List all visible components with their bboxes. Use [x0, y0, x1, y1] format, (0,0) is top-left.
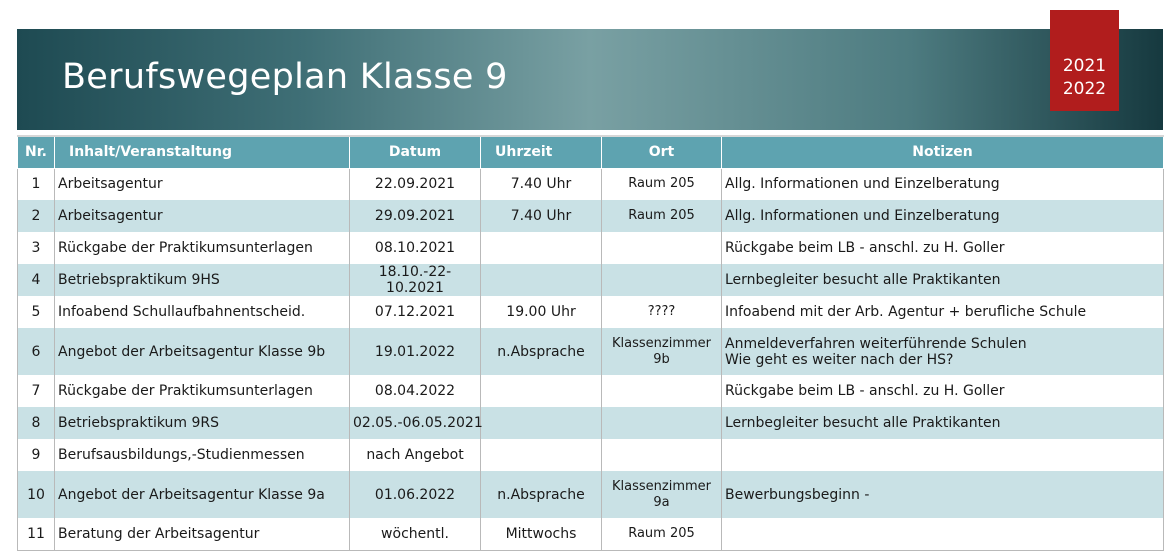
- cell-notizen: Infoabend mit der Arb. Agentur + berufliche Schule: [722, 296, 1164, 328]
- cell-nr: 1: [18, 168, 55, 200]
- column-header-inhalt: Inhalt/Veranstaltung: [55, 136, 350, 168]
- cell-inhalt: Berufsausbildungs,-Studienmessen: [55, 439, 350, 471]
- table-row: [18, 375, 1164, 407]
- cell-notizen: Lernbegleiter besucht alle Praktikanten: [722, 407, 1164, 439]
- cell-inhalt: Infoabend Schullaufbahnentscheid.: [55, 296, 350, 328]
- page-title: Berufswegeplan Klasse 9: [62, 57, 508, 97]
- table-row: [18, 168, 1164, 200]
- cell-notizen: Bewerbungsbeginn -: [722, 471, 1164, 518]
- cell-nr: 3: [18, 232, 55, 264]
- cell-nr: 8: [18, 407, 55, 439]
- table-row: [18, 296, 1164, 328]
- cell-notizen: Allg. Informationen und Einzelberatung: [722, 168, 1164, 200]
- cell-inhalt: Beratung der Arbeitsagentur: [55, 518, 350, 550]
- cell-inhalt: Rückgabe der Praktikumsunterlagen: [55, 375, 350, 407]
- table-row: [18, 232, 1164, 264]
- cell-uhrzeit: 19.00 Uhr: [481, 296, 602, 328]
- cell-datum: 02.05.-06.05.2021: [350, 407, 481, 439]
- table-row: [18, 439, 1164, 471]
- cell-datum: 18.10.-22-10.2021: [350, 264, 481, 296]
- cell-datum: 08.10.2021: [350, 232, 481, 264]
- cell-nr: 9: [18, 439, 55, 471]
- cell-nr: 2: [18, 200, 55, 232]
- cell-inhalt: Arbeitsagentur: [55, 200, 350, 232]
- cell-inhalt: Rückgabe der Praktikumsunterlagen: [55, 232, 350, 264]
- cell-nr: 4: [18, 264, 55, 296]
- cell-nr: 11: [18, 518, 55, 550]
- cell-notizen: Rückgabe beim LB - anschl. zu H. Goller: [722, 375, 1164, 407]
- cell-uhrzeit: [481, 439, 602, 471]
- cell-ort: ????: [602, 296, 722, 328]
- cell-ort: [602, 232, 722, 264]
- cell-ort: Raum 205: [602, 200, 722, 232]
- table-row: [18, 200, 1164, 232]
- table-row: [18, 264, 1164, 296]
- cell-uhrzeit: n.Absprache: [481, 328, 602, 375]
- cell-datum: 08.04.2022: [350, 375, 481, 407]
- cell-datum: wöchentl.: [350, 518, 481, 550]
- schedule-table: [17, 135, 1164, 551]
- year-line-1: 2021: [1062, 56, 1107, 76]
- column-header-ort: Ort: [602, 136, 722, 168]
- cell-notizen: [722, 518, 1164, 550]
- cell-ort: Raum 205: [602, 168, 722, 200]
- cell-ort: Raum 205: [602, 518, 722, 550]
- cell-inhalt: Angebot der Arbeitsagentur Klasse 9b: [55, 328, 350, 375]
- cell-inhalt: Arbeitsagentur: [55, 168, 350, 200]
- cell-datum: 01.06.2022: [350, 471, 481, 518]
- cell-datum: 19.01.2022: [350, 328, 481, 375]
- column-header-nr: Nr.: [18, 136, 55, 168]
- cell-uhrzeit: n.Absprache: [481, 471, 602, 518]
- title-banner: [17, 29, 1163, 130]
- cell-notizen: [722, 439, 1164, 471]
- cell-ort: Klassenzimmer 9a: [602, 471, 722, 518]
- cell-ort: Klassenzimmer 9b: [602, 328, 722, 375]
- cell-ort: [602, 407, 722, 439]
- cell-inhalt: Angebot der Arbeitsagentur Klasse 9a: [55, 471, 350, 518]
- cell-datum: nach Angebot: [350, 439, 481, 471]
- cell-nr: 6: [18, 328, 55, 375]
- table-row: [18, 407, 1164, 439]
- table-row: [18, 328, 1164, 375]
- cell-inhalt: Betriebspraktikum 9RS: [55, 407, 350, 439]
- cell-notizen: Anmeldeverfahren weiterführende Schulen Wie geht es weiter nach der HS?: [722, 328, 1164, 375]
- cell-ort: [602, 375, 722, 407]
- table-row: [18, 518, 1164, 550]
- cell-nr: 7: [18, 375, 55, 407]
- cell-notizen: Rückgabe beim LB - anschl. zu H. Goller: [722, 232, 1164, 264]
- cell-uhrzeit: [481, 375, 602, 407]
- table-row: [18, 471, 1164, 518]
- cell-notizen: Allg. Informationen und Einzelberatung: [722, 200, 1164, 232]
- cell-uhrzeit: 7.40 Uhr: [481, 200, 602, 232]
- cell-uhrzeit: Mittwochs: [481, 518, 602, 550]
- cell-ort: [602, 264, 722, 296]
- column-header-uhrzeit: Uhrzeit: [481, 136, 602, 168]
- column-header-notizen: Notizen: [722, 136, 1164, 168]
- table-body: [18, 168, 1164, 550]
- year-line-2: 2022: [1062, 79, 1107, 99]
- table-header-row: [18, 136, 1164, 168]
- cell-notizen: Lernbegleiter besucht alle Praktikanten: [722, 264, 1164, 296]
- cell-uhrzeit: [481, 232, 602, 264]
- cell-nr: 5: [18, 296, 55, 328]
- cell-uhrzeit: [481, 264, 602, 296]
- cell-datum: 29.09.2021: [350, 200, 481, 232]
- cell-datum: 07.12.2021: [350, 296, 481, 328]
- cell-nr: 10: [18, 471, 55, 518]
- cell-ort: [602, 439, 722, 471]
- year-badge: [1050, 10, 1119, 111]
- cell-inhalt: Betriebspraktikum 9HS: [55, 264, 350, 296]
- cell-uhrzeit: [481, 407, 602, 439]
- cell-datum: 22.09.2021: [350, 168, 481, 200]
- cell-uhrzeit: 7.40 Uhr: [481, 168, 602, 200]
- column-header-datum: Datum: [350, 136, 481, 168]
